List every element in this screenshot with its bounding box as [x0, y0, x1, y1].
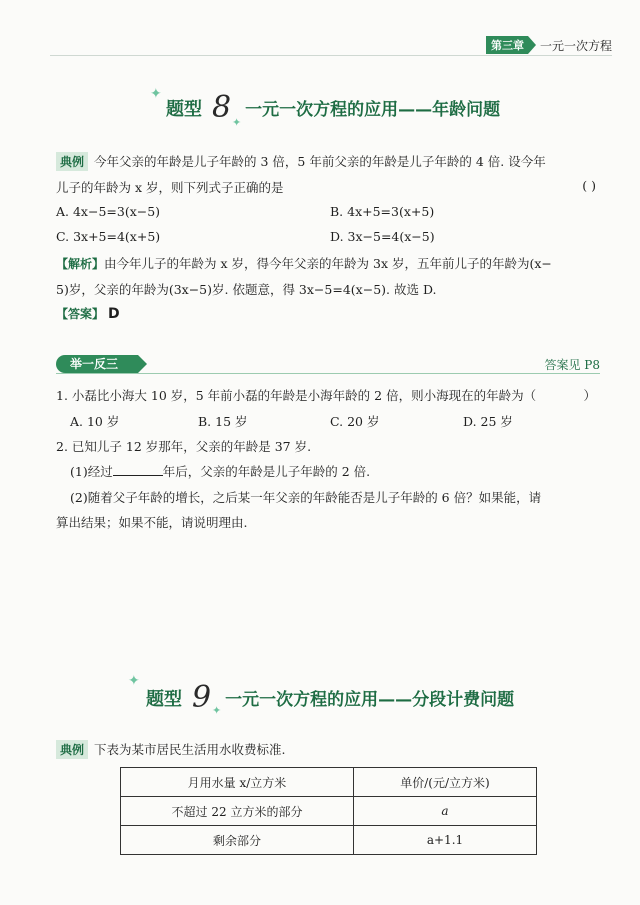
intro-text: 下表为某市居民生活用水收费标准.	[94, 742, 286, 757]
chapter-badge: 第三章	[486, 36, 528, 54]
example-tag: 典例	[56, 152, 88, 171]
q2-1-prefix: (1)经过	[70, 464, 113, 479]
q2-1-suffix: 年后，父亲的年龄是儿子年龄的 2 倍.	[162, 464, 371, 479]
option-b: B. 4x+5=3(x+5)	[330, 204, 435, 219]
analysis-text: 由今年儿子的年龄为 x 岁，得今年父亲的年龄为 3x 岁，五年前儿子的年龄为(x−	[104, 256, 552, 271]
question-2: 2. 已知儿子 12 岁那年，父亲的年龄是 37 岁.	[56, 439, 312, 454]
question-2-part-1	[70, 462, 370, 480]
section-8-title	[166, 90, 500, 125]
option-c: C. 3x+5=4(x+5)	[56, 229, 161, 244]
example-problem-line	[56, 152, 546, 171]
practice-banner: 举一反三	[56, 355, 138, 373]
table-cell: 不超过 22 立方米的部分	[121, 797, 354, 826]
table-row	[121, 797, 537, 826]
example-9-intro	[56, 740, 286, 759]
water-fee-table	[120, 767, 537, 855]
problem-text: 今年父亲的年龄是儿子年龄的 3 倍，5 年前父亲的年龄是儿子年龄的 4 倍. 设今年	[94, 154, 546, 169]
question-2-part-2-line2: 算出结果；如果不能，请说明理由.	[56, 515, 248, 530]
table-header-row	[121, 768, 537, 797]
header-divider	[50, 55, 612, 56]
sparkle-icon: ✦	[128, 673, 140, 689]
section-number: 8	[212, 90, 232, 125]
q1-option-a: A. 10 岁	[70, 414, 120, 429]
answer-reference: 答案见 P8	[544, 358, 600, 372]
table-header: 月用水量 x/立方米	[121, 768, 354, 797]
option-a: A. 4x−5=3(x−5)	[56, 204, 161, 219]
table-row	[121, 826, 537, 855]
question-2-part-2: (2)随着父子年龄的增长，之后某一年父亲的年龄能否是儿子年龄的 6 倍？如果能，请	[70, 490, 542, 505]
section-label: 题型	[166, 98, 202, 120]
question-1-bracket: ）	[583, 388, 596, 403]
section-9-title	[146, 680, 514, 715]
practice-divider	[56, 373, 600, 374]
answer-blank[interactable]	[113, 463, 163, 476]
q1-option-c: C. 20 岁	[330, 414, 380, 429]
answer-value: D	[108, 306, 120, 322]
table-cell: 剩余部分	[121, 826, 354, 855]
section-number: 9	[192, 680, 212, 715]
table-header: 单价/(元/立方米)	[354, 768, 537, 797]
analysis-line	[56, 254, 552, 272]
question-1: 1. 小磊比小海大 10 岁，5 年前小磊的年龄是小海年龄的 2 倍，则小海现在的年龄为（	[56, 388, 537, 403]
sparkle-icon: ✦	[150, 86, 162, 102]
table-cell: a	[354, 797, 537, 826]
sparkle-icon: ✦	[232, 116, 242, 129]
table-cell: a+1.1	[354, 826, 537, 855]
chapter-header	[486, 36, 612, 54]
chapter-title: 一元一次方程	[539, 38, 612, 53]
answer-tag: 【答案】	[56, 307, 105, 321]
section-description: 一元一次方程的应用——年龄问题	[245, 100, 501, 120]
answer-line	[56, 305, 120, 322]
q1-option-d: D. 25 岁	[463, 414, 513, 429]
analysis-text-line2: 5)岁，父亲的年龄为(3x−5)岁. 依题意，得 3x−5=4(x−5). 故选 D.	[56, 282, 437, 297]
q1-option-b: B. 15 岁	[198, 414, 248, 429]
answer-bracket: ( )	[582, 178, 596, 193]
option-d: D. 3x−5=4(x−5)	[330, 229, 435, 244]
analysis-tag: 【解析】	[56, 257, 105, 271]
example-tag: 典例	[56, 740, 88, 759]
sparkle-icon: ✦	[212, 704, 222, 717]
problem-text-line2: 儿子的年龄为 x 岁，则下列式子正确的是	[56, 180, 284, 195]
section-description: 一元一次方程的应用——分段计费问题	[225, 690, 515, 710]
section-label: 题型	[146, 688, 182, 710]
